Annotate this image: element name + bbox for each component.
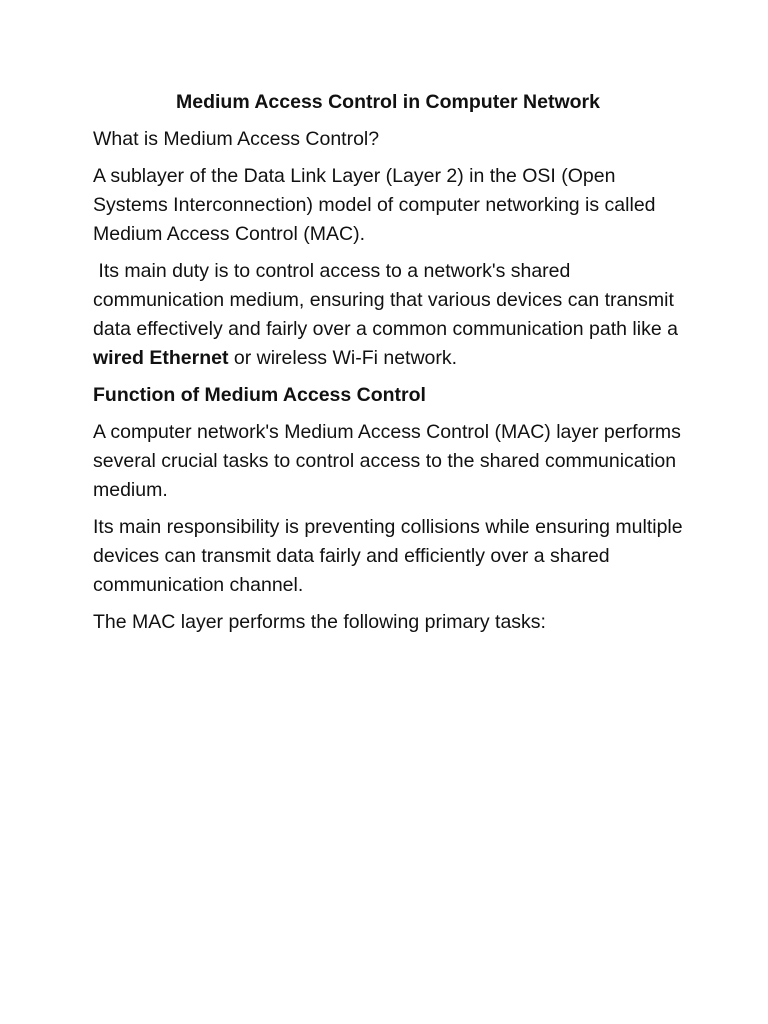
paragraph-main-duty-text-1: Its main duty is to control access to a network's shared communication medium, ensuring that various devices can transmit data effectively and fairly over a common communication path like a: [93, 260, 684, 340]
document-page: [93, 88, 683, 645]
section-heading-function: Function of Medium Access Control: [93, 384, 426, 406]
paragraph-responsibility: Its main responsibility is preventing collisions while ensuring multiple devices can transmit data fairly and efficiently over a shared communication channel.: [93, 516, 683, 596]
paragraph-main-duty: [93, 257, 683, 373]
bold-term-wired-ethernet: wired Ethernet: [93, 347, 229, 369]
paragraph-primary-tasks: The MAC layer performs the following primary tasks:: [93, 611, 546, 633]
paragraph-mac-tasks: A computer network's Medium Access Control (MAC) layer performs several crucial tasks to control access to the shared communication medium.: [93, 421, 681, 501]
paragraph-main-duty-text-2: or wireless Wi-Fi network.: [228, 347, 458, 369]
question-heading: What is Medium Access Control?: [93, 128, 380, 150]
paragraph-definition: A sublayer of the Data Link Layer (Layer 2) in the OSI (Open Systems Interconnection) model of computer networking is called Medium Access Control (MAC).: [93, 165, 656, 245]
document-title: Medium Access Control in Computer Network: [175, 91, 600, 113]
